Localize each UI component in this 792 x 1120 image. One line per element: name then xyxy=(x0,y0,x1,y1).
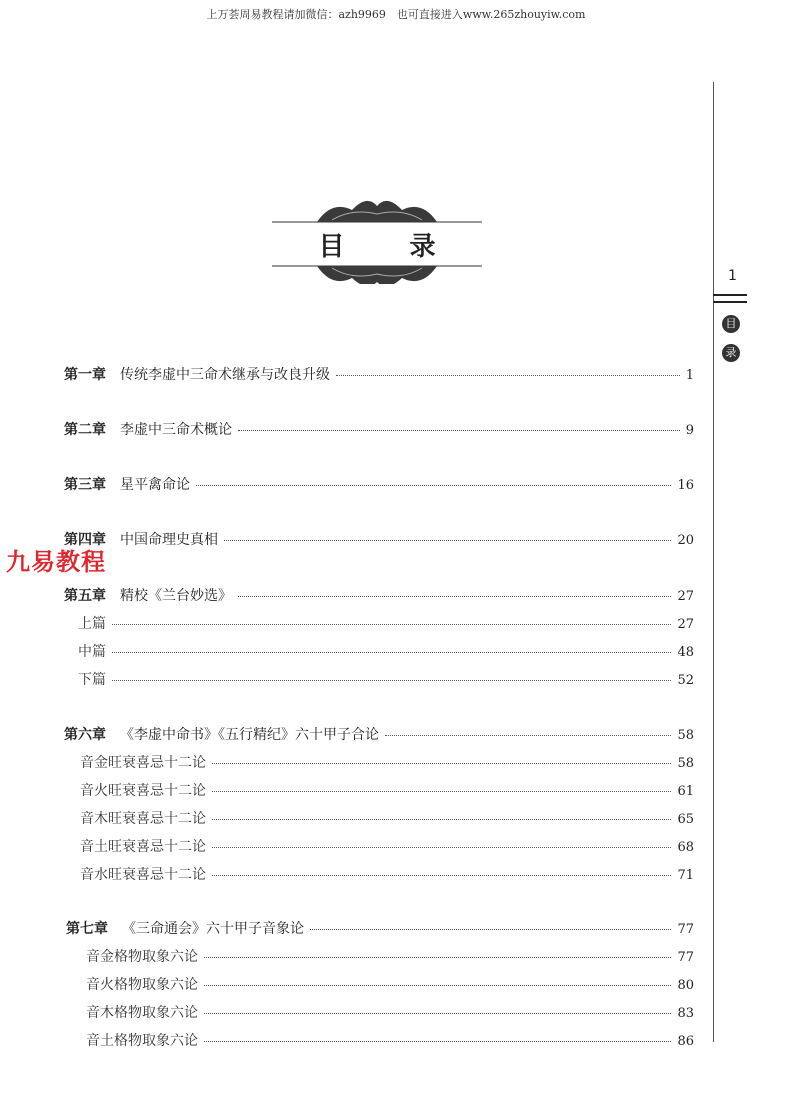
side-label-mu: 目 xyxy=(722,315,740,333)
leader-dots xyxy=(212,819,671,820)
toc-subentry[interactable] xyxy=(86,1002,694,1022)
section-title: 音木格物取象六论 xyxy=(86,1005,198,1021)
page-ref: 58 xyxy=(677,728,694,743)
chapter-title: 中国命理史真相 xyxy=(120,532,218,548)
chapter-number: 第二章 xyxy=(64,422,106,438)
page-ref: 80 xyxy=(677,978,694,993)
section-title: 下篇 xyxy=(78,672,106,688)
page-ref: 83 xyxy=(677,1006,694,1021)
section-title: 音土旺衰喜忌十二论 xyxy=(80,839,206,855)
section-title: 音木旺衰喜忌十二论 xyxy=(80,811,206,827)
toc-entry[interactable] xyxy=(66,918,694,938)
section-title: 音土格物取象六论 xyxy=(86,1033,198,1049)
margin-rule xyxy=(713,82,714,1042)
toc-subentry[interactable] xyxy=(80,808,694,828)
chapter-number: 第三章 xyxy=(64,477,106,493)
chapter-title: 《李虚中命书》《五行精纪》六十甲子合论 xyxy=(120,727,379,743)
page-ref: 1 xyxy=(685,368,694,383)
page-ref: 48 xyxy=(677,645,694,660)
leader-dots xyxy=(336,375,680,376)
chapter-title: 李虚中三命术概论 xyxy=(120,422,232,438)
page-ref: 77 xyxy=(677,922,694,937)
chapter-number: 第七章 xyxy=(66,921,108,937)
watermark: 九易教程 xyxy=(6,548,106,576)
toc-subentry[interactable] xyxy=(78,669,694,689)
page-ref: 16 xyxy=(677,478,694,493)
page-ref: 65 xyxy=(677,812,694,827)
section-title: 音水旺衰喜忌十二论 xyxy=(80,867,206,883)
toc-entry[interactable] xyxy=(64,529,694,549)
chapter-title: 精校《兰台妙选》 xyxy=(120,588,232,604)
leader-dots xyxy=(212,763,671,764)
toc-entry[interactable] xyxy=(64,724,694,744)
toc-entry[interactable] xyxy=(64,364,694,384)
page-ref: 58 xyxy=(677,756,694,771)
page-ref: 52 xyxy=(677,673,694,688)
page-ref: 9 xyxy=(685,423,694,438)
leader-dots xyxy=(204,1041,671,1042)
page-ref: 68 xyxy=(677,840,694,855)
toc-subentry[interactable] xyxy=(80,752,694,772)
chapter-title: 传统李虚中三命术继承与改良升级 xyxy=(120,367,330,383)
leader-dots xyxy=(238,596,671,597)
leader-dots xyxy=(112,680,671,681)
section-title: 中篇 xyxy=(78,644,106,660)
toc-entry[interactable] xyxy=(64,585,694,605)
toc-entry[interactable] xyxy=(64,419,694,439)
page-ref: 20 xyxy=(677,533,694,548)
toc-entry[interactable] xyxy=(64,474,694,494)
section-title: 音火格物取象六论 xyxy=(86,977,198,993)
section-title: 音火旺衰喜忌十二论 xyxy=(80,783,206,799)
toc-subentry[interactable] xyxy=(78,641,694,661)
page-ref: 86 xyxy=(677,1034,694,1049)
leader-dots xyxy=(212,791,671,792)
leader-dots xyxy=(204,1013,671,1014)
page-number: 1 xyxy=(728,268,737,284)
chapter-number: 第六章 xyxy=(64,727,106,743)
toc-subentry[interactable] xyxy=(86,974,694,994)
leader-dots xyxy=(212,875,671,876)
side-label-lu: 录 xyxy=(722,344,740,362)
page-ref: 77 xyxy=(677,950,694,965)
chapter-title: 《三命通会》六十甲子音象论 xyxy=(122,921,304,937)
leader-dots xyxy=(196,485,671,486)
leader-dots xyxy=(212,847,671,848)
section-title: 上篇 xyxy=(78,616,106,632)
leader-dots xyxy=(112,652,671,653)
leader-dots xyxy=(112,624,671,625)
side-marker-bars xyxy=(713,294,747,308)
toc-subentry[interactable] xyxy=(78,613,694,633)
chapter-number: 第一章 xyxy=(64,367,106,383)
leader-dots xyxy=(224,540,671,541)
page-ref: 61 xyxy=(677,784,694,799)
chapter-number: 第四章 xyxy=(64,532,106,548)
leader-dots xyxy=(310,929,671,930)
section-title: 音金旺衰喜忌十二论 xyxy=(80,755,206,771)
toc-subentry[interactable] xyxy=(86,1030,694,1050)
page-ref: 27 xyxy=(677,589,694,604)
chapter-number: 第五章 xyxy=(64,588,106,604)
leader-dots xyxy=(385,735,671,736)
page-ref: 27 xyxy=(677,617,694,632)
leader-dots xyxy=(204,985,671,986)
leader-dots xyxy=(204,957,671,958)
toc-subentry[interactable] xyxy=(86,946,694,966)
page-ref: 71 xyxy=(677,868,694,883)
page-title: 目 录 xyxy=(318,232,464,262)
toc-subentry[interactable] xyxy=(80,780,694,800)
section-title: 音金格物取象六论 xyxy=(86,949,198,965)
leader-dots xyxy=(238,430,680,431)
toc-subentry[interactable] xyxy=(80,864,694,884)
chapter-title: 星平禽命论 xyxy=(120,477,190,493)
toc-subentry[interactable] xyxy=(80,836,694,856)
header-note: 上万荟周易教程请加微信：azh9969 也可直接进入www.265zhouyiw.com xyxy=(206,8,586,21)
